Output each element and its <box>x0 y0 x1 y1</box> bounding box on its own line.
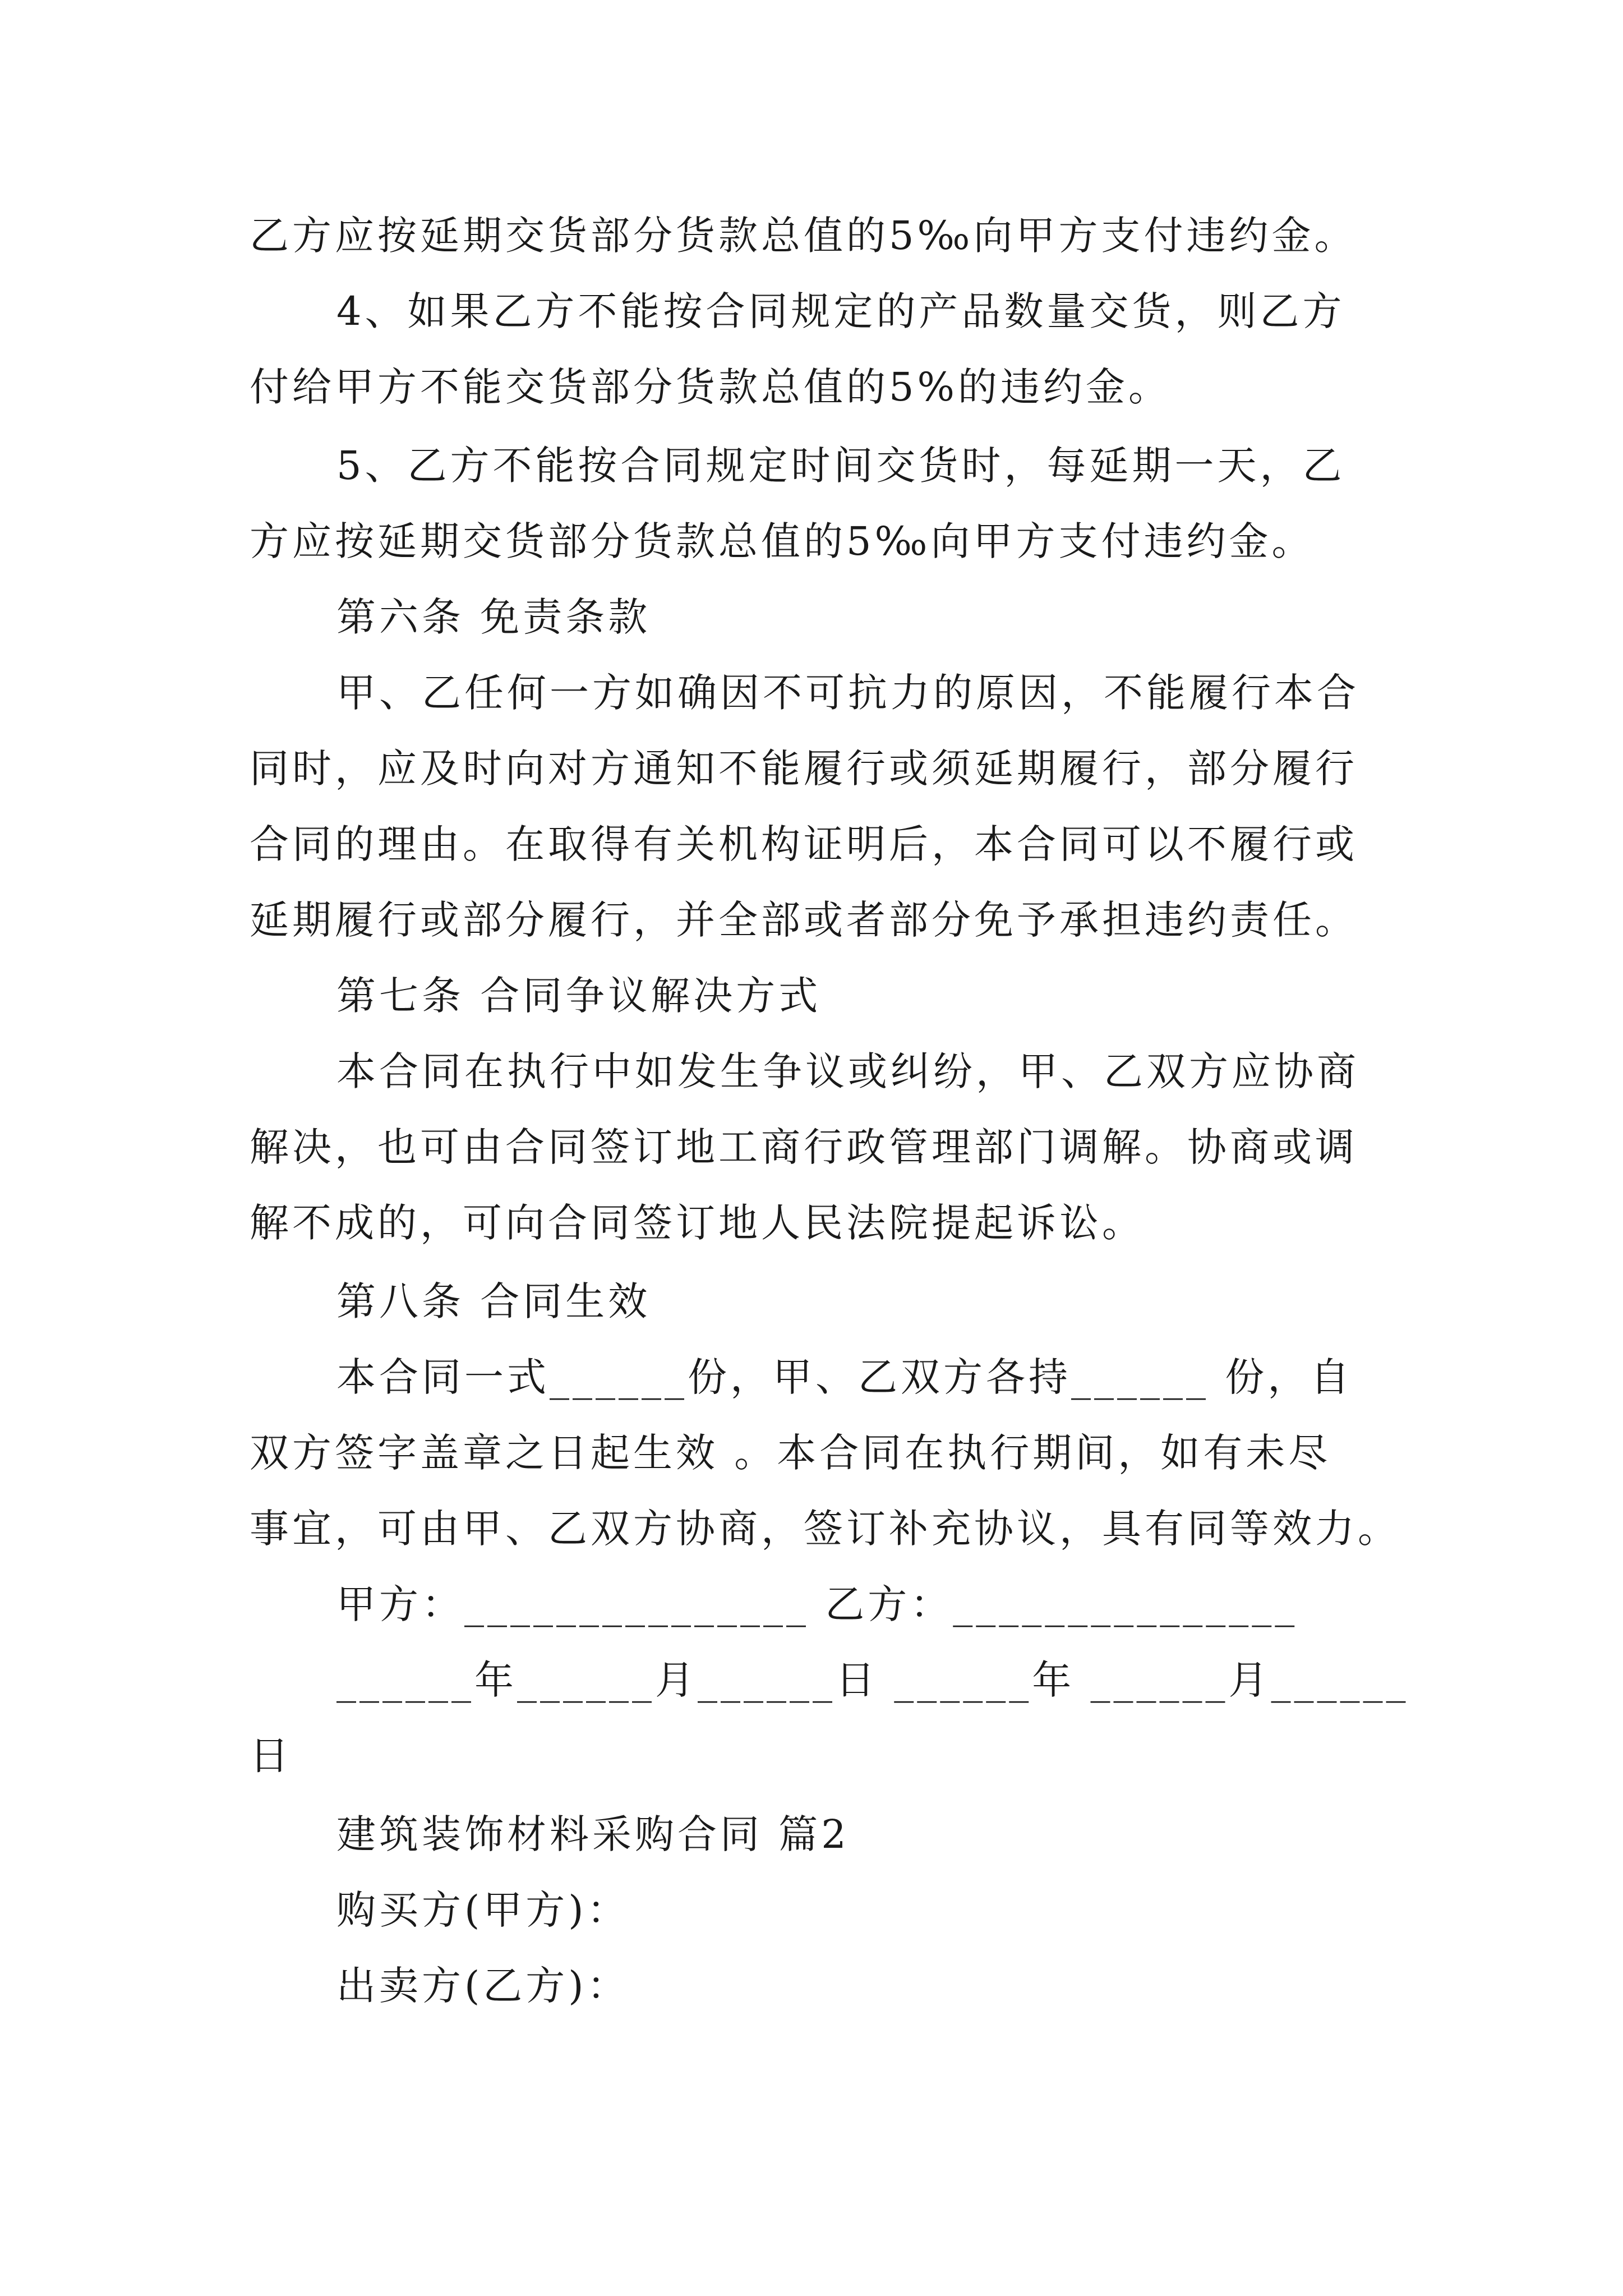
text-line: 付给甲方不能交货部分货款总值的5%的违约金。 <box>250 364 1172 410</box>
text-line: 延期履行或部分履行，并全部或者部分免予承担违约责任。 <box>250 897 1358 943</box>
text-line: 乙方应按延期交货部分货款总值的5‰向甲方支付违约金。 <box>250 213 1357 259</box>
signature-line: 甲方：_______________ 乙方：_______________ <box>336 1581 1298 1627</box>
buyer-label: 购买方(甲方)： <box>336 1887 630 1933</box>
seller-label: 出卖方(乙方)： <box>336 1963 630 2009</box>
section-heading: 第八条 合同生效 <box>336 1278 651 1324</box>
text-line: 本合同一式______份，甲、乙双方各持______ 份，自 <box>336 1354 1353 1400</box>
text-line: 方应按延期交货部分货款总值的5‰向甲方支付违约金。 <box>250 518 1315 564</box>
text-line: 本合同在执行中如发生争议或纠纷，甲、乙双方应协商 <box>336 1048 1359 1094</box>
text-line: 双方签字盖章之日起生效 。本合同在执行期间，如有未尽 <box>250 1430 1331 1476</box>
section-heading: 第七条 合同争议解决方式 <box>336 973 822 1019</box>
text-line: 4、如果乙方不能按合同规定的产品数量交货，则乙方 <box>336 288 1345 334</box>
text-line: 解决，也可由合同签订地工商行政管理部门调解。协商或调 <box>250 1124 1358 1170</box>
text-line: 日 <box>250 1733 292 1779</box>
text-line: 同时，应及时向对方通知不能履行或须延期履行，部分履行 <box>250 746 1358 792</box>
document-title: 建筑装饰材料采购合同 篇2 <box>336 1811 850 1857</box>
text-line: 事宜，可由甲、乙双方协商，签订补充协议，具有同等效力。 <box>250 1506 1400 1552</box>
section-heading: 第六条 免责条款 <box>336 594 651 640</box>
date-line: ______年______月______日 ______年 ______月______ <box>336 1657 1409 1703</box>
text-line: 甲、乙任何一方如确因不可抗力的原因，不能履行本合 <box>336 670 1359 716</box>
text-line: 合同的理由。在取得有关机构证明后，本合同可以不履行或 <box>250 821 1358 867</box>
text-line: 5、乙方不能按合同规定时间交货时，每延期一天，乙 <box>336 443 1345 489</box>
text-line: 解不成的，可向合同签订地人民法院提起诉讼。 <box>250 1200 1145 1246</box>
